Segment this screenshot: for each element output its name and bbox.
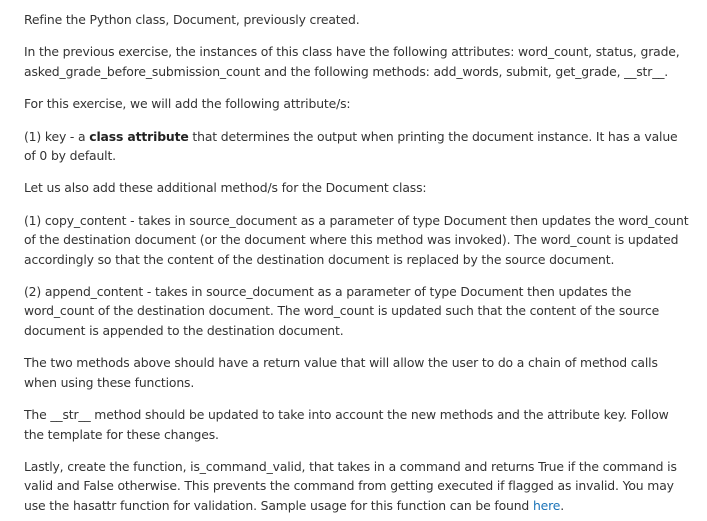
copy-content-paragraph: (1) copy_content - takes in source_document as a parameter of type Document then updates the word_count of the destination document (or the document where this method was invoked). The word_count is updated accordingly so that the content of the destination document is replaced by the source document.: [24, 212, 689, 267]
key-attribute-paragraph: [24, 127, 689, 166]
str-method-paragraph: The __str__ method should be updated to take into account the new methods and the attribute key. Follow the template for these changes.: [24, 407, 669, 442]
intro-paragraph: Refine the Python class, Document, previously created.: [24, 12, 360, 27]
previous-exercise-paragraph: In the previous exercise, the instances of this class have the following attributes: word_count, status, grade, asked_grade_before_submission_count and the following methods: add_words, submit, get_grade, __str__.: [24, 44, 680, 79]
return-value-paragraph: The two methods above should have a return value that will allow the user to do a chain of method calls when using these functions.: [24, 355, 658, 390]
is-command-valid-text: Lastly, create the function, is_command_valid, that takes in a command and returns True if the command is valid and False otherwise. This prevents the command from getting executed if flagged as invalid. You may use the hasattr function for validation. Sample usage for this function can be found: [24, 458, 677, 513]
attributes-heading-paragraph: For this exercise, we will add the following attribute/s:: [24, 96, 351, 112]
is-command-valid-end: .: [560, 497, 565, 513]
key-attribute-suffix: that determines the output when printing the document instance. It has a value of 0 by default.: [24, 128, 678, 164]
is-command-valid-paragraph: [24, 457, 689, 515]
class-attribute-bold: class attribute: [89, 128, 189, 144]
key-attribute-prefix: (1) key - a: [24, 128, 90, 144]
append-content-paragraph: (2) append_content - takes in source_document as a parameter of type Document then updates the word_count of the destination document. The word_count is updated such that the content of the source document is appended to the destination document.: [24, 284, 660, 338]
here-link[interactable]: here: [532, 497, 561, 513]
methods-heading-paragraph: Let us also add these additional method/s for the Document class:: [24, 180, 427, 196]
